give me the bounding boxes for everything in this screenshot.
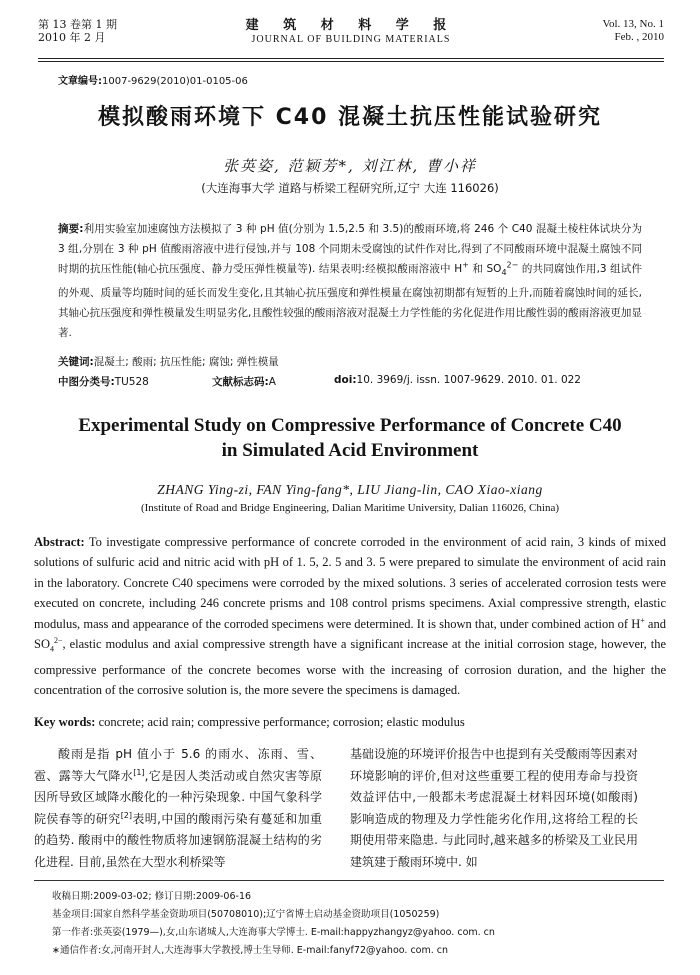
title-en-line2: in Simulated Acid Environment <box>221 440 479 461</box>
clc-value: TU528 <box>114 376 149 388</box>
abstract-en-ion-sub: 4 <box>49 644 54 654</box>
article-number <box>58 72 248 87</box>
article-number-label: 文章编号: <box>58 76 102 87</box>
authors-cn: 张英姿, 范颖芳*, 刘江林, 曹小祥 <box>222 157 478 175</box>
abstract-en <box>34 532 666 701</box>
doc-code-value: A <box>268 376 276 388</box>
affiliation-cn: (大连海事大学 道路与桥梁工程研究所,辽宁 大连 116026) <box>201 181 499 195</box>
header-right <box>602 18 664 44</box>
abstract-en-text-b: and SO <box>34 616 666 652</box>
doc-code-label: 文献标志码: <box>212 376 269 388</box>
header-center <box>38 18 664 46</box>
body-left-text-c: 表明,中国的酸雨污染有蔓延和加重的趋势. 酸雨中的酸性物质将加速钢筋混凝土结构的劣化进程. 目前,虽然在大型水利桥梁等 <box>34 811 322 869</box>
footnote-first-author: 第一作者:张英姿(1979—),女,山东诸城人,大连海事大学博士. E-mail:happyzhangyz@yahoo. com. cn <box>52 927 495 938</box>
footnote-fund: 基金项目:国家自然科学基金资助项目(50708010);辽宁省博士启动基金资助项目(1050259) <box>52 909 440 920</box>
abstract-en-label: Abstract: <box>34 535 85 549</box>
date-en: Feb. , 2010 <box>614 31 664 43</box>
header-rule <box>38 58 664 59</box>
body-column-right: 基础设施的环境评价报告中也提到有关受酸雨等因素对环境影响的评价,但对这些重要工程的使用寿命与投资效益评估中,一般都未考虑混凝土材料因环境(如酸雨)影响造成的物理及力学性能劣化作用,这将给工程的长期使用带来隐患. 与此同时,越来越多的桥梁及工业民用建筑建于酸雨环境中. 如 <box>350 747 639 869</box>
abstract-en-text-c: , elastic modulus and axial compressive strength have a significant increase at the initial corrosion stage, however, the compressive performance of the concrete becomes worse with the increasing of corrosion duration, and the higher the concentration of the corrosive solution is, the more severe the specimens is damaged. <box>34 637 666 698</box>
title-cn: 模拟酸雨环境下 C40 混凝土抗压性能试验研究 <box>97 105 603 130</box>
doi <box>334 374 581 386</box>
keywords-cn-label: 关键词: <box>58 356 94 368</box>
volume-issue-cn: 第 13 卷第 1 期 <box>38 18 117 31</box>
citation-2[interactable]: [2] <box>120 810 133 820</box>
footnote-corresponding: ∗通信作者:女,河南开封人,大连海事大学教授,博士生导师. E-mail:fanyf72@yahoo. com. cn <box>52 945 449 956</box>
header-rule-thin <box>38 61 664 62</box>
journal-name-en: JOURNAL OF BUILDING MATERIALS <box>251 34 451 45</box>
doi-value: 10. 3969/j. issn. 1007-9629. 2010. 01. 022 <box>356 374 581 386</box>
abstract-cn <box>58 219 642 343</box>
affiliation-en: (Institute of Road and Bridge Engineering, Dalian Maritime University, Dalian 116026, China) <box>140 502 559 514</box>
abstract-cn-text-b: 和 SO <box>468 263 502 275</box>
keywords-en-text: concrete; acid rain; compressive performance; corrosion; elastic modulus <box>95 715 465 729</box>
body-column-left <box>34 744 322 873</box>
keywords-en <box>34 715 465 730</box>
abstract-cn-label: 摘要: <box>58 223 84 235</box>
keywords-en-label: Key words: <box>34 715 96 729</box>
date-cn: 2010 年 2 月 <box>38 31 106 44</box>
abstract-cn-text-c: 的共同腐蚀作用,3 组试件的外观、质量等均随时间的延长而发生变化,且其轴心抗压强度和弹性模量在腐蚀初期都有短暂的上升,而随着腐蚀时间的延长,其轴心抗压强度和弹性模量发生明显劣化,且酸性较强的酸雨溶液对混凝土力学性能的劣化促进作用比酸性弱的酸雨溶液更加显著. <box>58 263 642 340</box>
journal-name-cn: 建 筑 材 料 学 报 <box>245 18 457 33</box>
document-code <box>212 374 276 389</box>
keywords-cn-text: 混凝土; 酸雨; 抗压性能; 腐蚀; 弹性模量 <box>93 356 279 368</box>
classification-row <box>58 374 648 390</box>
abstract-cn-ion-sub: 4 <box>501 268 507 278</box>
doi-label: doi: <box>334 374 357 386</box>
authors-en: ZHANG Ying-zi, FAN Ying-fang*, LIU Jiang-lin, CAO Xiao-xiang <box>157 482 543 497</box>
keywords-cn <box>58 354 279 369</box>
abstract-en-ion-sup: 2− <box>53 635 63 645</box>
body-left-text-a: 酸雨是指 pH 值小于 5.6 的雨水、冻雨、雪、雹、露等大气降水 <box>34 747 322 783</box>
abstract-cn-text-a: 利用实验室加速腐蚀方法模拟了 3 种 pH 值(分别为 1.5,2.5 和 3.5)的酸雨环境,将 246 个 C40 混凝土棱柱体试块分为 3 组,分别在 3 种 pH 值酸雨溶液中进行侵蚀,并与 108 个同期未受腐蚀的试件作对比,得到了不同酸雨环境中混凝土腐蚀不同时期的抗压性能(轴心抗压强度、静力受压弹性模量等). 结果表明:经模拟酸雨溶液中 H <box>58 223 642 275</box>
title-en <box>0 413 700 463</box>
abstract-en-text-a: To investigate compressive performance of concrete corroded in the environment of acid rain, 3 kinds of mixed solutions of sulfuric acid and nitric acid with pH of 1. 5, 2. 5 and 3. 5 were prepared to simulate the environment of acid rain in the laboratory. Concrete C40 specimens were corroded by the mixed solutions. 3 series of accelerated corrosion tests were executed on concrete, including 246 concrete prisms and 108 control prisms specimens. Axial compressive strength, elastic modulus, mass and appearance of the corroded specimens were determined. It is shown that, under combined action of H <box>34 535 666 631</box>
citation-1[interactable]: [1] <box>133 767 145 777</box>
journal-header <box>38 18 664 58</box>
abstract-en-ion-h: + <box>640 615 645 625</box>
clc-label: 中图分类号: <box>58 376 115 388</box>
clc-code <box>58 374 149 389</box>
footnote-dates: 收稿日期:2009-03-02; 修订日期:2009-06-16 <box>52 891 252 902</box>
article-number-value: 1007-9629(2010)01-0105-06 <box>102 76 248 87</box>
title-en-line1: Experimental Study on Compressive Performance of Concrete C40 <box>78 415 622 436</box>
body-left-text-b: ,它是因人类活动或自然灾害等原因所导致区域降水酸化的一种污染现象. 中国气象科学院侯春等的研究 <box>34 768 322 826</box>
abstract-cn-ion-sup: 2− <box>506 260 519 270</box>
footnote-rule <box>34 880 664 881</box>
volume-issue-en: Vol. 13, No. 1 <box>602 18 664 30</box>
abstract-cn-ion-h: + <box>462 260 469 270</box>
